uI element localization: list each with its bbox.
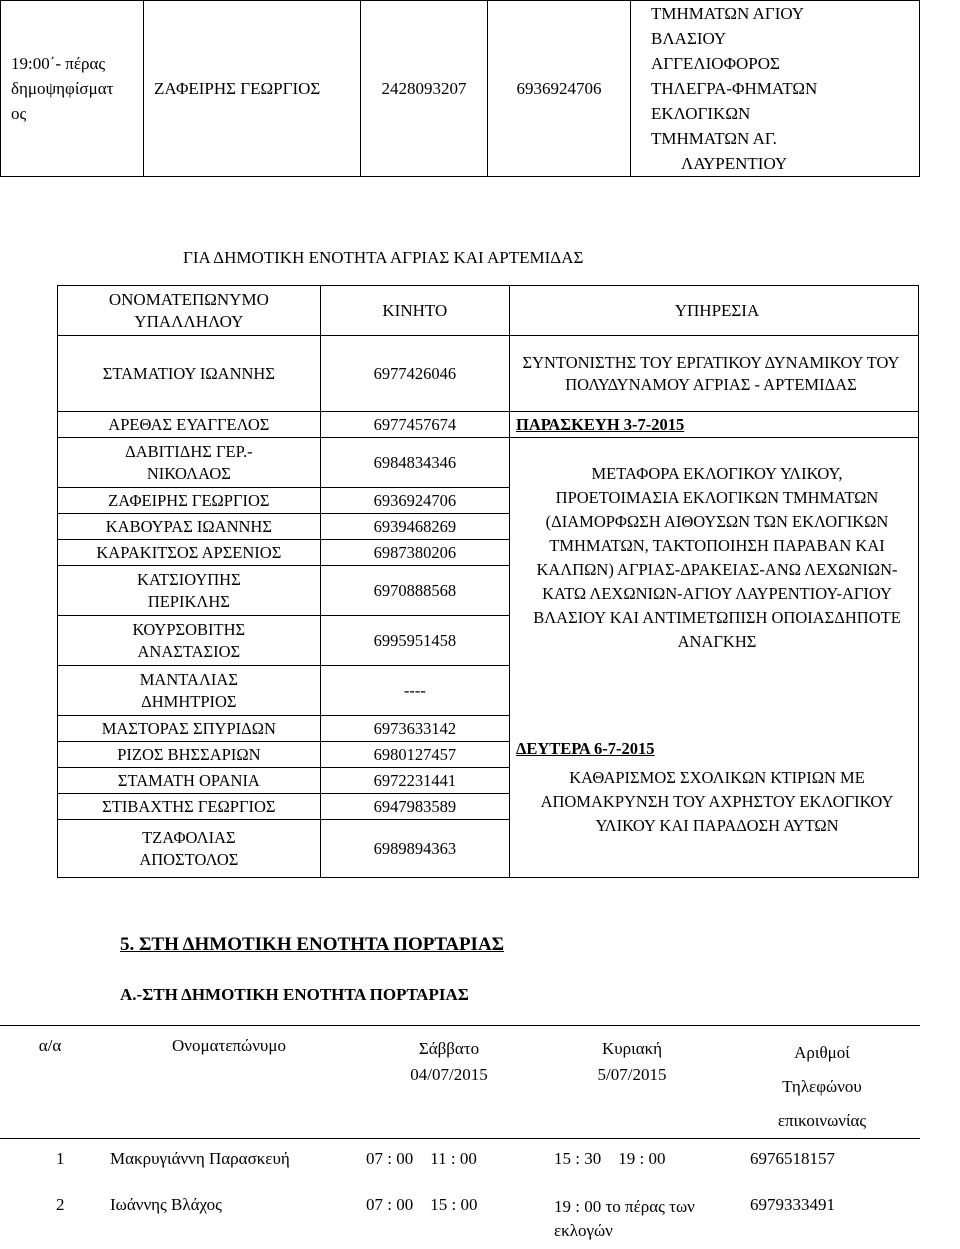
staff-name	[58, 616, 321, 666]
monday-label-text: ΔΕΥΤΕΡΑ 6-7-2015	[515, 738, 655, 758]
header-sunday	[540, 1026, 724, 1139]
staff-table	[57, 285, 919, 878]
name-cell: ΖΑΦΕΙΡΗΣ ΓΕΩΡΓΙΟΣ	[144, 1, 361, 177]
top-table	[0, 0, 920, 177]
staff-mobile: 6977457674	[320, 412, 509, 438]
heading-a: Α.-ΣΤΗ ΔΗΜΟΤΙΚΗ ΕΝΟΤΗΤΑ ΠΟΡΤΑΡΙΑΣ	[120, 985, 469, 1004]
friday-task	[509, 438, 918, 768]
heading-5: 5. ΣΤΗ ΔΗΜΟΤΙΚΗ ΕΝΟΤΗΤΑ ΠΟΡΤΑΡΙΑΣ	[120, 934, 505, 955]
staff-mobile: 6987380206	[320, 540, 509, 566]
staff-name-text: ΔΑΒΙΤΙΔΗΣ ΓΕΡ.- ΝΙΚΟΛΑΟΣ	[125, 441, 253, 483]
time-cell	[1, 1, 144, 177]
friday-label	[509, 412, 918, 438]
row-sunday	[540, 1189, 724, 1249]
row-phone: 6979333491	[750, 1194, 835, 1214]
phone2-cell: 6936924706	[488, 1, 631, 177]
staff-mobile: 6984834346	[320, 438, 509, 488]
shift-table	[0, 1025, 920, 1249]
staff-mobile: 6936924706	[320, 488, 509, 514]
section-title: ΓΙΑ ΔΗΜΟΤΙΚΗ ΕΝΟΤΗΤΑ ΑΓΡΙΑΣ ΚΑΙ ΑΡΤΕΜΙΔΑΣ	[183, 248, 584, 267]
header-aa: α/α	[0, 1026, 100, 1139]
service-line: ΕΚΛΟΓΙΚΩΝ	[651, 104, 751, 123]
staff-name-text: ΤΖΑΦΟΛΙΑΣ ΑΠΟΣΤΟΛΟΣ	[139, 827, 239, 869]
monday-task	[509, 738, 918, 878]
monday-label	[516, 738, 918, 760]
staff-name-text: ΚΑΤΣΙΟΥΠΗΣ ΠΕΡΙΚΛΗΣ	[137, 569, 241, 611]
coordinator-name: ΣΤΑΜΑΤΙΟΥ ΙΩΑΝΝΗΣ	[58, 336, 321, 412]
friday-label-text: ΠΑΡΑΣΚΕΥΗ 3-7-2015	[515, 414, 685, 434]
table-row	[58, 412, 919, 438]
staff-name: ΜΑΣΤΟΡΑΣ ΣΠΥΡΙΔΩΝ	[58, 716, 321, 742]
staff-mobile: 6973633142	[320, 716, 509, 742]
staff-mobile: 6970888568	[320, 566, 509, 616]
service-line: ΤΗΛΕΓΡΑ-ΦΗΜΑΤΩΝ	[651, 79, 818, 98]
staff-mobile: 6989894363	[320, 820, 509, 878]
header-phone-l1: Αριθμοί	[794, 1043, 850, 1062]
row-phone: 6976518157	[750, 1149, 835, 1168]
header-mobile: ΚΙΝΗΤΟ	[320, 286, 509, 336]
service-line: ΑΓΓΕΛΙΟΦΟΡΟΣ	[651, 54, 780, 73]
friday-task-text: ΜΕΤΑΦΟΡΑ ΕΚΛΟΓΙΚΟΥ ΥΛΙΚΟΥ, ΠΡΟΕΤΟΙΜΑΣΙΑ ΕΚΛΟΓΙΚΩΝ ΤΜΗΜΑΤΩΝ (ΔΙΑΜΟΡΦΩΣΗ ΑΙΘΟΥΣΩΝ ΤΩΝ ΕΚΛΟΓΙΚΩΝ ΤΜΗΜΑΤΩΝ, ΤΑΚΤΟΠΟΙΗΣΗ ΠΑΡΑΒΑΝ ΚΑΙ ΚΑΛΠΩΝ) ΑΓΡΙΑΣ-ΔΡΑΚΕΙΑΣ-ΑΝΩ ΛΕΧΩΝΙΩΝ-ΚΑΤΩ ΛΕΧΩΝΙΩΝ-ΑΓΙΟΥ ΛΑΥΡΕΝΤΙΟΥ-ΑΓΙΟΥ ΒΛΑΣΙΟΥ ΚΑΙ ΑΝΤΙΜΕΤΩΠΙΣΗ ΟΠΟΙΑΣΔΗΠΟΤΕ ΑΝΑΓΚΗΣ	[533, 464, 901, 651]
staff-name	[58, 666, 321, 716]
staff-name: ΖΑΦΕΙΡΗΣ ΓΕΩΡΓΙΟΣ	[58, 488, 321, 514]
table-row	[58, 768, 919, 794]
coordinator-service	[509, 336, 918, 412]
staff-name	[58, 566, 321, 616]
staff-mobile: ----	[320, 666, 509, 716]
row-saturday: 07 : 00 11 : 00	[366, 1149, 477, 1168]
table-row	[58, 438, 919, 488]
header-saturday-text: Σάββατο	[418, 1039, 480, 1058]
staff-name-text: ΜΑΝΤΑΛΙΑΣ ΔΗΜΗΤΡΙΟΣ	[139, 669, 238, 711]
staff-mobile: 6995951458	[320, 616, 509, 666]
row-aa: 2	[56, 1194, 65, 1214]
staff-name: ΚΑΡΑΚΙΤΣΟΣ ΑΡΣΕΝΙΟΣ	[58, 540, 321, 566]
service-line: ΤΜΗΜΑΤΩΝ ΑΓΙΟΥ	[651, 4, 805, 23]
staff-mobile: 6939468269	[320, 514, 509, 540]
header-sunday-date: 5/07/2015	[597, 1065, 667, 1084]
coordinator-service-text: ΣΥΝΤΟΝΙΣΤΗΣ ΤΟΥ ΕΡΓΑΤΙΚΟΥ ΔΥΝΑΜΙΚΟΥ ΤΟΥ ΠΟΛΥΔΥΝΑΜΟΥ ΑΓΡΙΑΣ - ΑΡΤΕΜΙΔΑΣ	[522, 352, 900, 394]
row-saturday: 07 : 00 15 : 00	[366, 1194, 478, 1214]
staff-name	[58, 820, 321, 878]
staff-mobile: 6980127457	[320, 742, 509, 768]
service-line: ΒΛΑΣΙΟΥ	[651, 29, 727, 48]
table-header-row	[58, 286, 919, 336]
header-name-text: ΟΝΟΜΑΤΕΠΩΝΥΜΟ ΥΠΑΛΛΗΛΟΥ	[108, 289, 269, 331]
header-sunday-text: Κυριακή	[601, 1039, 663, 1058]
staff-mobile: 6972231441	[320, 768, 509, 794]
staff-name: ΡΙΖΟΣ ΒΗΣΣΑΡΙΩΝ	[58, 742, 321, 768]
time-text: 19:00΄- πέρας δημοψηφίσματ ος	[11, 54, 114, 123]
row-name: Ιωάννης Βλάχος	[110, 1194, 222, 1214]
monday-task-text: ΚΑΘΑΡΙΣΜΟΣ ΣΧΟΛΙΚΩΝ ΚΤΙΡΙΩΝ ΜΕ ΑΠΟΜΑΚΡΥΝΣΗ ΤΟΥ ΑΧΡΗΣΤΟΥ ΕΚΛΟΓΙΚΟΥ ΥΛΙΚΟΥ ΚΑΙ ΠΑΡΑΔΟΣΗ ΑΥΤΩΝ	[540, 767, 894, 835]
table-row	[58, 336, 919, 412]
service-line: ΤΜΗΜΑΤΩΝ ΑΓ.	[651, 129, 777, 148]
header-name: Ονοματεπώνυμο	[100, 1026, 358, 1139]
header-phone-l2: Τηλεφώνου	[782, 1077, 862, 1096]
row-name: Μακρυγιάννη Παρασκευή	[110, 1149, 290, 1168]
header-name	[58, 286, 321, 336]
row-aa: 1	[56, 1149, 65, 1168]
staff-mobile: 6947983589	[320, 794, 509, 820]
row-sunday: 15 : 30 19 : 00	[554, 1149, 666, 1168]
service-line: ΛΑΥΡΕΝΤΙΟΥ	[681, 154, 788, 173]
staff-name-text: ΚΟΥΡΣΟΒΙΤΗΣ ΑΝΑΣΤΑΣΙΟΣ	[132, 619, 246, 661]
row-sunday-text: 19 : 00 το πέρας των εκλογών	[554, 1196, 695, 1240]
header-phone-l3: επικοινωνίας	[777, 1111, 867, 1130]
staff-name	[58, 438, 321, 488]
phone1-cell: 2428093207	[361, 1, 488, 177]
staff-name: ΚΑΒΟΥΡΑΣ ΙΩΑΝΝΗΣ	[58, 514, 321, 540]
staff-name: ΣΤΙΒΑΧΤΗΣ ΓΕΩΡΓΙΟΣ	[58, 794, 321, 820]
staff-name: ΑΡΕΘΑΣ ΕΥΑΓΓΕΛΟΣ	[58, 412, 321, 438]
header-phone	[724, 1026, 920, 1139]
table-row	[1, 1, 920, 177]
table-row	[0, 1139, 920, 1189]
coordinator-mobile: 6977426046	[320, 336, 509, 412]
staff-name: ΣΤΑΜΑΤΗ ΟΡΑΝΙΑ	[58, 768, 321, 794]
header-saturday	[358, 1026, 540, 1139]
table-header-row	[0, 1026, 920, 1139]
service-cell	[631, 1, 920, 177]
header-saturday-date: 04/07/2015	[410, 1065, 488, 1084]
header-service: ΥΠΗΡΕΣΙΑ	[509, 286, 918, 336]
table-row	[0, 1189, 920, 1249]
